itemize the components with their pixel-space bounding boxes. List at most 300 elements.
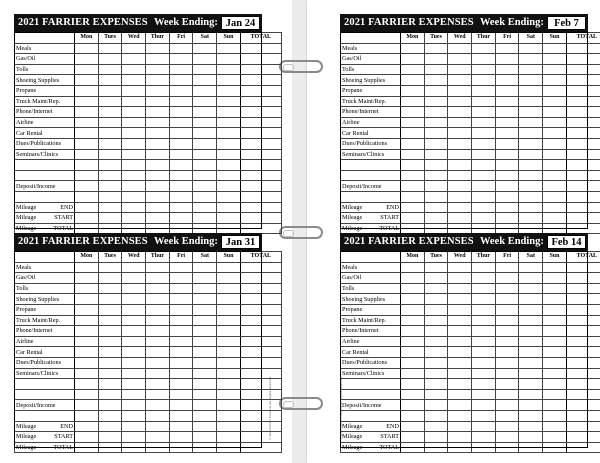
entry-cell-mon[interactable]: [75, 128, 99, 139]
entry-cell-mon[interactable]: [75, 85, 99, 96]
entry-cell-tues[interactable]: [424, 262, 448, 273]
entry-cell-sun[interactable]: [543, 294, 567, 305]
entry-cell-thur[interactable]: [146, 181, 170, 192]
entry-cell-fri[interactable]: [495, 368, 519, 379]
entry-cell-wed[interactable]: [122, 273, 146, 284]
entry-cell-sat[interactable]: [519, 64, 543, 75]
entry-cell-mon[interactable]: [401, 75, 425, 86]
entry-cell-tues[interactable]: [424, 432, 448, 443]
entry-cell-fri[interactable]: [495, 160, 519, 171]
entry-cell-wed[interactable]: [448, 315, 472, 326]
entry-cell-sat[interactable]: [519, 262, 543, 273]
total-cell[interactable]: [240, 160, 281, 171]
entry-cell-fri[interactable]: [495, 202, 519, 213]
entry-cell-wed[interactable]: [448, 336, 472, 347]
entry-cell-fri[interactable]: [169, 117, 193, 128]
entry-cell-tues[interactable]: [98, 75, 122, 86]
entry-cell-tues[interactable]: [98, 304, 122, 315]
entry-cell-sun[interactable]: [543, 273, 567, 284]
entry-cell-wed[interactable]: [448, 432, 472, 443]
entry-cell-sun[interactable]: [217, 181, 241, 192]
entry-cell-sat[interactable]: [519, 400, 543, 411]
entry-cell-thur[interactable]: [472, 442, 496, 453]
entry-cell-fri[interactable]: [495, 294, 519, 305]
entry-cell-thur[interactable]: [146, 368, 170, 379]
entry-cell-sun[interactable]: [217, 389, 241, 400]
entry-cell-mon[interactable]: [401, 315, 425, 326]
entry-cell-wed[interactable]: [122, 432, 146, 443]
total-cell[interactable]: [566, 96, 600, 107]
entry-cell-sun[interactable]: [543, 191, 567, 202]
entry-cell-wed[interactable]: [448, 304, 472, 315]
entry-cell-sat[interactable]: [193, 170, 217, 181]
entry-cell-fri[interactable]: [169, 128, 193, 139]
entry-cell-tues[interactable]: [98, 400, 122, 411]
total-cell[interactable]: [240, 304, 281, 315]
entry-cell-fri[interactable]: [169, 160, 193, 171]
total-cell[interactable]: [240, 262, 281, 273]
entry-cell-mon[interactable]: [75, 273, 99, 284]
total-cell[interactable]: [240, 213, 281, 224]
entry-cell-thur[interactable]: [472, 170, 496, 181]
entry-cell-sun[interactable]: [217, 379, 241, 390]
entry-cell-tues[interactable]: [98, 389, 122, 400]
entry-cell-tues[interactable]: [98, 421, 122, 432]
entry-cell-thur[interactable]: [472, 432, 496, 443]
entry-cell-thur[interactable]: [146, 336, 170, 347]
entry-cell-mon[interactable]: [75, 43, 99, 54]
entry-cell-mon[interactable]: [401, 304, 425, 315]
entry-cell-thur[interactable]: [472, 117, 496, 128]
entry-cell-fri[interactable]: [495, 107, 519, 118]
total-cell[interactable]: [240, 273, 281, 284]
entry-cell-fri[interactable]: [495, 336, 519, 347]
entry-cell-mon[interactable]: [401, 138, 425, 149]
entry-cell-thur[interactable]: [472, 75, 496, 86]
entry-cell-wed[interactable]: [122, 262, 146, 273]
entry-cell-thur[interactable]: [472, 160, 496, 171]
total-cell[interactable]: [240, 181, 281, 192]
entry-cell-fri[interactable]: [169, 336, 193, 347]
entry-cell-tues[interactable]: [98, 336, 122, 347]
entry-cell-tues[interactable]: [98, 326, 122, 337]
entry-cell-wed[interactable]: [448, 85, 472, 96]
entry-cell-sat[interactable]: [193, 432, 217, 443]
week-ending-date[interactable]: Jan 31: [221, 235, 260, 249]
entry-cell-wed[interactable]: [448, 283, 472, 294]
entry-cell-sun[interactable]: [217, 202, 241, 213]
entry-cell-wed[interactable]: [122, 389, 146, 400]
entry-cell-thur[interactable]: [472, 389, 496, 400]
total-cell[interactable]: [566, 85, 600, 96]
entry-cell-thur[interactable]: [146, 357, 170, 368]
entry-cell-mon[interactable]: [401, 202, 425, 213]
entry-cell-tues[interactable]: [424, 389, 448, 400]
entry-cell-mon[interactable]: [75, 410, 99, 421]
entry-cell-wed[interactable]: [448, 273, 472, 284]
entry-cell-sun[interactable]: [217, 85, 241, 96]
entry-cell-fri[interactable]: [169, 389, 193, 400]
total-cell[interactable]: [240, 283, 281, 294]
entry-cell-thur[interactable]: [472, 128, 496, 139]
total-cell[interactable]: [240, 75, 281, 86]
entry-cell-tues[interactable]: [424, 96, 448, 107]
entry-cell-mon[interactable]: [401, 273, 425, 284]
total-cell[interactable]: [240, 128, 281, 139]
entry-cell-fri[interactable]: [169, 213, 193, 224]
entry-cell-sat[interactable]: [519, 107, 543, 118]
entry-cell-wed[interactable]: [448, 347, 472, 358]
total-cell[interactable]: [240, 43, 281, 54]
entry-cell-sat[interactable]: [193, 107, 217, 118]
entry-cell-sun[interactable]: [543, 128, 567, 139]
total-cell[interactable]: [240, 85, 281, 96]
total-cell[interactable]: [566, 294, 600, 305]
entry-cell-sun[interactable]: [217, 304, 241, 315]
entry-cell-sun[interactable]: [217, 43, 241, 54]
entry-cell-wed[interactable]: [122, 149, 146, 160]
entry-cell-mon[interactable]: [75, 213, 99, 224]
entry-cell-mon[interactable]: [401, 400, 425, 411]
entry-cell-mon[interactable]: [75, 326, 99, 337]
entry-cell-sun[interactable]: [217, 442, 241, 453]
total-cell[interactable]: [566, 273, 600, 284]
entry-cell-sun[interactable]: [217, 336, 241, 347]
total-cell[interactable]: [566, 326, 600, 337]
entry-cell-fri[interactable]: [495, 96, 519, 107]
entry-cell-fri[interactable]: [495, 138, 519, 149]
total-cell[interactable]: [566, 262, 600, 273]
entry-cell-fri[interactable]: [169, 202, 193, 213]
total-cell[interactable]: [566, 160, 600, 171]
entry-cell-thur[interactable]: [146, 117, 170, 128]
entry-cell-sun[interactable]: [217, 160, 241, 171]
entry-cell-sat[interactable]: [193, 410, 217, 421]
entry-cell-sun[interactable]: [217, 357, 241, 368]
entry-cell-sat[interactable]: [519, 432, 543, 443]
entry-cell-wed[interactable]: [122, 85, 146, 96]
entry-cell-thur[interactable]: [472, 43, 496, 54]
entry-cell-wed[interactable]: [122, 304, 146, 315]
entry-cell-fri[interactable]: [495, 357, 519, 368]
entry-cell-mon[interactable]: [401, 294, 425, 305]
entry-cell-tues[interactable]: [98, 128, 122, 139]
entry-cell-thur[interactable]: [146, 379, 170, 390]
entry-cell-thur[interactable]: [146, 326, 170, 337]
total-cell[interactable]: [566, 117, 600, 128]
entry-cell-wed[interactable]: [448, 191, 472, 202]
entry-cell-wed[interactable]: [122, 283, 146, 294]
entry-cell-sun[interactable]: [217, 96, 241, 107]
entry-cell-fri[interactable]: [169, 379, 193, 390]
entry-cell-fri[interactable]: [495, 410, 519, 421]
entry-cell-thur[interactable]: [472, 202, 496, 213]
entry-cell-fri[interactable]: [495, 262, 519, 273]
entry-cell-tues[interactable]: [424, 400, 448, 411]
entry-cell-fri[interactable]: [169, 326, 193, 337]
entry-cell-tues[interactable]: [424, 410, 448, 421]
entry-cell-tues[interactable]: [424, 421, 448, 432]
entry-cell-tues[interactable]: [424, 283, 448, 294]
total-cell[interactable]: [240, 326, 281, 337]
entry-cell-fri[interactable]: [495, 442, 519, 453]
entry-cell-tues[interactable]: [424, 336, 448, 347]
entry-cell-mon[interactable]: [75, 181, 99, 192]
entry-cell-tues[interactable]: [424, 347, 448, 358]
entry-cell-sat[interactable]: [193, 138, 217, 149]
entry-cell-thur[interactable]: [146, 170, 170, 181]
total-cell[interactable]: [566, 304, 600, 315]
entry-cell-wed[interactable]: [448, 64, 472, 75]
total-cell[interactable]: [566, 421, 600, 432]
entry-cell-sun[interactable]: [217, 54, 241, 65]
entry-cell-thur[interactable]: [472, 421, 496, 432]
entry-cell-wed[interactable]: [448, 294, 472, 305]
total-cell[interactable]: [566, 170, 600, 181]
entry-cell-sat[interactable]: [193, 213, 217, 224]
entry-cell-fri[interactable]: [495, 64, 519, 75]
entry-cell-wed[interactable]: [448, 368, 472, 379]
entry-cell-wed[interactable]: [122, 315, 146, 326]
entry-cell-tues[interactable]: [98, 368, 122, 379]
entry-cell-sun[interactable]: [217, 191, 241, 202]
entry-cell-sun[interactable]: [217, 273, 241, 284]
entry-cell-mon[interactable]: [401, 368, 425, 379]
entry-cell-fri[interactable]: [169, 432, 193, 443]
total-cell[interactable]: [240, 336, 281, 347]
total-cell[interactable]: [566, 315, 600, 326]
entry-cell-mon[interactable]: [75, 170, 99, 181]
total-cell[interactable]: [566, 181, 600, 192]
entry-cell-fri[interactable]: [169, 357, 193, 368]
total-cell[interactable]: [566, 107, 600, 118]
entry-cell-mon[interactable]: [75, 357, 99, 368]
entry-cell-tues[interactable]: [424, 85, 448, 96]
entry-cell-wed[interactable]: [448, 357, 472, 368]
entry-cell-sun[interactable]: [543, 160, 567, 171]
entry-cell-sun[interactable]: [543, 432, 567, 443]
entry-cell-wed[interactable]: [448, 202, 472, 213]
entry-cell-thur[interactable]: [146, 107, 170, 118]
entry-cell-sun[interactable]: [543, 347, 567, 358]
entry-cell-thur[interactable]: [472, 262, 496, 273]
entry-cell-sun[interactable]: [543, 357, 567, 368]
total-cell[interactable]: [240, 191, 281, 202]
entry-cell-mon[interactable]: [75, 379, 99, 390]
entry-cell-sat[interactable]: [193, 191, 217, 202]
entry-cell-wed[interactable]: [122, 410, 146, 421]
entry-cell-sat[interactable]: [193, 283, 217, 294]
entry-cell-mon[interactable]: [401, 107, 425, 118]
entry-cell-sun[interactable]: [217, 347, 241, 358]
total-cell[interactable]: [240, 107, 281, 118]
entry-cell-fri[interactable]: [495, 304, 519, 315]
entry-cell-mon[interactable]: [75, 262, 99, 273]
entry-cell-fri[interactable]: [495, 421, 519, 432]
entry-cell-mon[interactable]: [401, 326, 425, 337]
entry-cell-tues[interactable]: [98, 357, 122, 368]
entry-cell-sat[interactable]: [519, 191, 543, 202]
entry-cell-wed[interactable]: [122, 170, 146, 181]
entry-cell-sun[interactable]: [543, 181, 567, 192]
entry-cell-mon[interactable]: [401, 117, 425, 128]
entry-cell-wed[interactable]: [448, 149, 472, 160]
entry-cell-sat[interactable]: [193, 389, 217, 400]
entry-cell-tues[interactable]: [424, 170, 448, 181]
entry-cell-mon[interactable]: [401, 181, 425, 192]
entry-cell-mon[interactable]: [401, 160, 425, 171]
entry-cell-tues[interactable]: [98, 347, 122, 358]
entry-cell-sun[interactable]: [217, 117, 241, 128]
entry-cell-thur[interactable]: [146, 283, 170, 294]
entry-cell-tues[interactable]: [98, 315, 122, 326]
total-cell[interactable]: [566, 213, 600, 224]
entry-cell-thur[interactable]: [472, 107, 496, 118]
total-cell[interactable]: [566, 410, 600, 421]
entry-cell-thur[interactable]: [146, 85, 170, 96]
entry-cell-sat[interactable]: [193, 347, 217, 358]
entry-cell-sun[interactable]: [543, 283, 567, 294]
total-cell[interactable]: [240, 432, 281, 443]
entry-cell-thur[interactable]: [146, 64, 170, 75]
entry-cell-sat[interactable]: [519, 336, 543, 347]
entry-cell-sun[interactable]: [543, 326, 567, 337]
entry-cell-tues[interactable]: [424, 379, 448, 390]
entry-cell-wed[interactable]: [122, 400, 146, 411]
entry-cell-sun[interactable]: [543, 379, 567, 390]
total-cell[interactable]: [566, 43, 600, 54]
entry-cell-tues[interactable]: [424, 54, 448, 65]
entry-cell-sat[interactable]: [193, 368, 217, 379]
entry-cell-wed[interactable]: [122, 43, 146, 54]
entry-cell-tues[interactable]: [424, 294, 448, 305]
entry-cell-wed[interactable]: [122, 160, 146, 171]
entry-cell-fri[interactable]: [169, 96, 193, 107]
entry-cell-tues[interactable]: [98, 432, 122, 443]
entry-cell-thur[interactable]: [146, 213, 170, 224]
entry-cell-thur[interactable]: [472, 213, 496, 224]
entry-cell-fri[interactable]: [495, 191, 519, 202]
entry-cell-wed[interactable]: [448, 128, 472, 139]
entry-cell-thur[interactable]: [146, 202, 170, 213]
entry-cell-sat[interactable]: [519, 368, 543, 379]
entry-cell-mon[interactable]: [401, 149, 425, 160]
total-cell[interactable]: [566, 442, 600, 453]
entry-cell-wed[interactable]: [122, 138, 146, 149]
total-cell[interactable]: [566, 64, 600, 75]
entry-cell-sun[interactable]: [543, 421, 567, 432]
total-cell[interactable]: [566, 191, 600, 202]
total-cell[interactable]: [240, 368, 281, 379]
entry-cell-sat[interactable]: [519, 304, 543, 315]
entry-cell-wed[interactable]: [448, 43, 472, 54]
entry-cell-sun[interactable]: [543, 117, 567, 128]
total-cell[interactable]: [240, 410, 281, 421]
entry-cell-thur[interactable]: [472, 357, 496, 368]
entry-cell-sat[interactable]: [519, 442, 543, 453]
entry-cell-thur[interactable]: [146, 421, 170, 432]
entry-cell-fri[interactable]: [495, 117, 519, 128]
entry-cell-fri[interactable]: [495, 379, 519, 390]
entry-cell-tues[interactable]: [424, 273, 448, 284]
entry-cell-sun[interactable]: [217, 400, 241, 411]
entry-cell-fri[interactable]: [495, 273, 519, 284]
entry-cell-sun[interactable]: [543, 442, 567, 453]
entry-cell-sat[interactable]: [519, 128, 543, 139]
entry-cell-sun[interactable]: [217, 107, 241, 118]
entry-cell-fri[interactable]: [169, 315, 193, 326]
entry-cell-sat[interactable]: [193, 379, 217, 390]
entry-cell-sun[interactable]: [217, 283, 241, 294]
entry-cell-mon[interactable]: [401, 432, 425, 443]
entry-cell-mon[interactable]: [401, 421, 425, 432]
entry-cell-fri[interactable]: [495, 75, 519, 86]
entry-cell-thur[interactable]: [472, 400, 496, 411]
entry-cell-thur[interactable]: [146, 191, 170, 202]
entry-cell-thur[interactable]: [472, 315, 496, 326]
total-cell[interactable]: [240, 64, 281, 75]
entry-cell-sun[interactable]: [543, 149, 567, 160]
entry-cell-sun[interactable]: [543, 138, 567, 149]
entry-cell-tues[interactable]: [98, 191, 122, 202]
total-cell[interactable]: [566, 202, 600, 213]
entry-cell-thur[interactable]: [472, 283, 496, 294]
entry-cell-thur[interactable]: [472, 273, 496, 284]
entry-cell-fri[interactable]: [495, 315, 519, 326]
total-cell[interactable]: [240, 389, 281, 400]
entry-cell-sat[interactable]: [193, 294, 217, 305]
entry-cell-fri[interactable]: [169, 421, 193, 432]
entry-cell-fri[interactable]: [169, 368, 193, 379]
entry-cell-tues[interactable]: [98, 96, 122, 107]
entry-cell-sat[interactable]: [193, 96, 217, 107]
total-cell[interactable]: [566, 54, 600, 65]
entry-cell-sun[interactable]: [543, 315, 567, 326]
total-cell[interactable]: [566, 336, 600, 347]
entry-cell-fri[interactable]: [169, 273, 193, 284]
entry-cell-mon[interactable]: [401, 389, 425, 400]
entry-cell-mon[interactable]: [75, 389, 99, 400]
entry-cell-wed[interactable]: [122, 181, 146, 192]
entry-cell-sat[interactable]: [519, 421, 543, 432]
entry-cell-sat[interactable]: [519, 379, 543, 390]
entry-cell-fri[interactable]: [169, 54, 193, 65]
entry-cell-sat[interactable]: [193, 54, 217, 65]
entry-cell-tues[interactable]: [98, 213, 122, 224]
entry-cell-tues[interactable]: [98, 379, 122, 390]
total-cell[interactable]: [566, 128, 600, 139]
entry-cell-sun[interactable]: [217, 149, 241, 160]
total-cell[interactable]: [240, 149, 281, 160]
entry-cell-tues[interactable]: [424, 138, 448, 149]
entry-cell-thur[interactable]: [146, 43, 170, 54]
entry-cell-tues[interactable]: [98, 294, 122, 305]
entry-cell-fri[interactable]: [169, 400, 193, 411]
entry-cell-fri[interactable]: [495, 389, 519, 400]
entry-cell-fri[interactable]: [495, 283, 519, 294]
week-ending-date[interactable]: Jan 24: [221, 16, 260, 30]
total-cell[interactable]: [566, 347, 600, 358]
entry-cell-wed[interactable]: [448, 160, 472, 171]
entry-cell-sun[interactable]: [543, 43, 567, 54]
entry-cell-tues[interactable]: [98, 117, 122, 128]
entry-cell-thur[interactable]: [146, 149, 170, 160]
entry-cell-tues[interactable]: [98, 410, 122, 421]
entry-cell-tues[interactable]: [98, 107, 122, 118]
entry-cell-mon[interactable]: [401, 262, 425, 273]
entry-cell-thur[interactable]: [472, 96, 496, 107]
entry-cell-tues[interactable]: [424, 213, 448, 224]
